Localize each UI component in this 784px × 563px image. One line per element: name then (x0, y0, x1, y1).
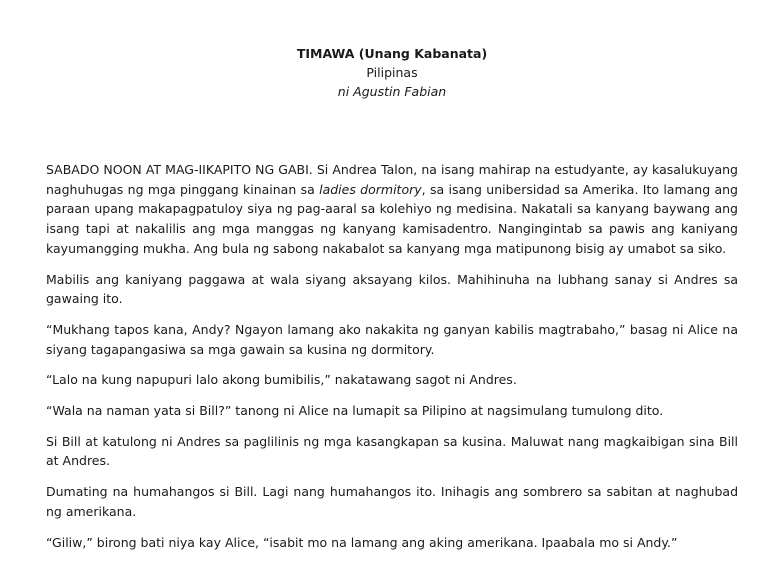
document-body (46, 160, 738, 563)
paragraph-7: Dumating na humahangos si Bill. Lagi nang humahangos ito. Inihagis ang sombrero sa sabitan at naghubad ng amerikana. (46, 484, 738, 519)
paragraph-8: “Giliw,” birong bati niya kay Alice, “isabit mo na lamang ang aking amerikana. Ipaabala mo si Andy.” (46, 534, 678, 550)
document-page (0, 44, 784, 550)
paragraph-3: “Mukhang tapos kana, Andy? Ngayon lamang ako nakakita ng ganyan kabilis magtrabaho,” basag ni Alice na siyang tagapangasiwa sa mga gawain sa kusina ng dormitory. (46, 321, 738, 357)
paragraph-6: Si Bill at katulong ni Andres sa paglilinis ng mga kasangkapan sa kusina. Maluwat nang magkaibigan sina Bill at Andres. (46, 433, 738, 469)
paragraph-1-part-a: SABADO NOON AT MAG-IIKAPITO NG GABI. Si Andrea Talon, na isang mahirap na estudyante, ay kasalukuyang naghuhugas ng mga pinggang kinainan sa (46, 162, 738, 197)
document-title: TIMAWA (Unang Kabanata) (296, 46, 488, 61)
paragraph-2: Mabilis ang kaniyang paggawa at wala siyang aksayang kilos. Mahihinuha na lubhang sanay si Andres sa gawaing ito. (46, 271, 738, 307)
document-subtitle: Pilipinas (366, 65, 418, 80)
paragraph-1-part-b: , sa isang unibersidad sa Amerika. Ito lamang ang paraan upang makapagpatuloy siya ng pag-aaral sa kolehiyo ng medisina. Nakatali sa kanyang baywang ang isang tapi at nakalilis ang mga manggas ng kanyang kamisadentro. Nangingintab sa pawis ang kaniyang kayumangging mukha. Ang bula ng sabong nakabalot sa kanyang mga matipunong bisig ay umabot sa siko. (46, 181, 738, 256)
paragraph-1 (46, 160, 738, 259)
document-header (0, 44, 784, 101)
document-author: ni Agustin Fabian (337, 84, 447, 99)
paragraph-5: “Wala na naman yata si Bill?” tanong ni Alice na lumapit sa Pilipino at nagsimulang tumulong dito. (46, 403, 664, 419)
paragraph-1-emphasis: ladies dormitory (319, 181, 422, 197)
paragraph-4: “Lalo na kung napupuri lalo akong bumibilis,” nakatawang sagot ni Andres. (46, 372, 517, 388)
